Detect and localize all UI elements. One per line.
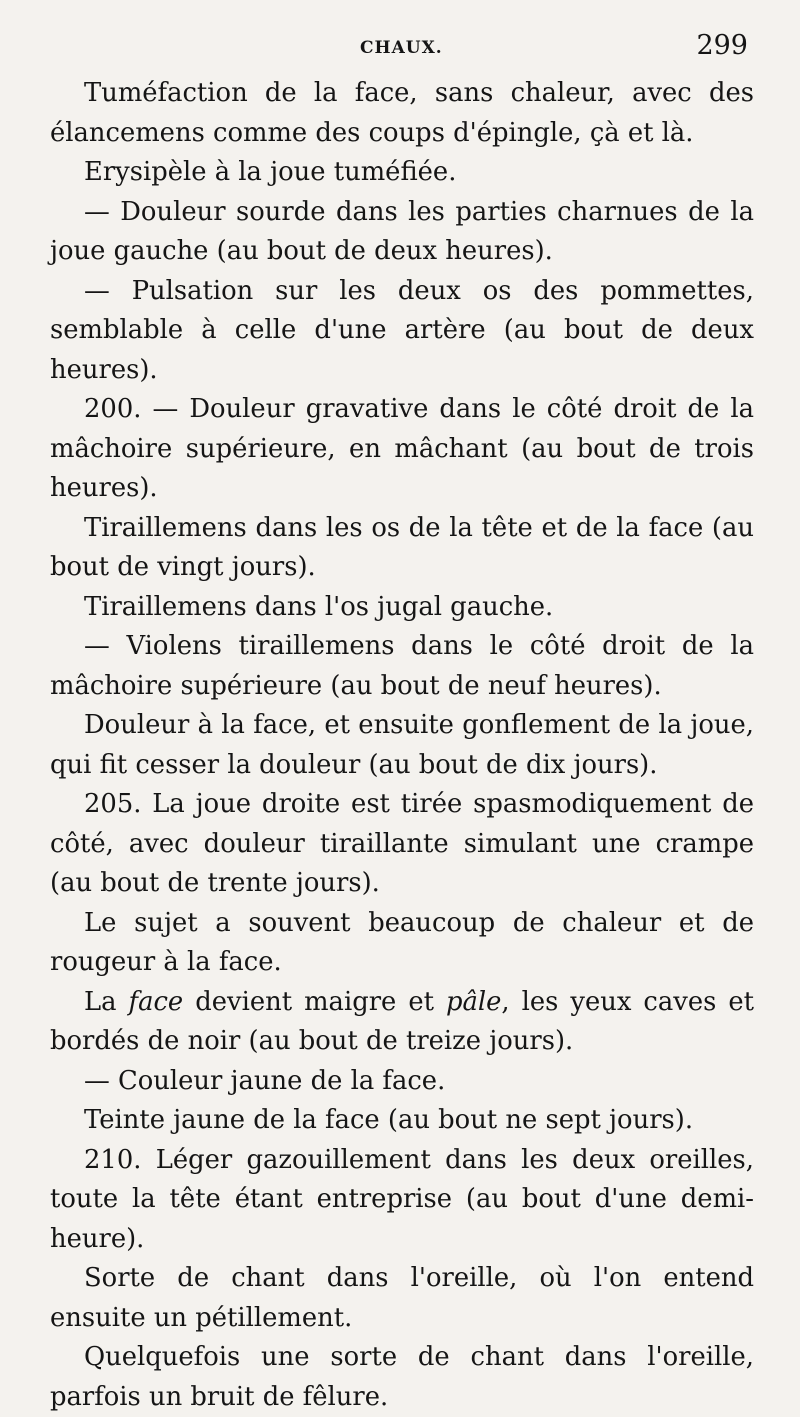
paragraph: Tiraillemens dans l'os jugal gauche. — [84, 591, 554, 622]
paragraph: 210. Léger gazouillement dans les deux oreilles, toute la tête étant entreprise (au bout d'une demi-heure). — [50, 1144, 754, 1254]
paragraph: — Pulsation sur les deux os des pommettes, semblable à celle d'une artère (au bout de deux heures). — [50, 275, 754, 385]
paragraph: Le sujet a souvent beaucoup de chaleur et de rougeur à la face. — [50, 907, 754, 977]
page-header — [0, 32, 800, 72]
emphasis-pale: pâle — [445, 986, 502, 1017]
paragraph: 200. — Douleur gravative dans le côté droit de la mâchoire supérieure, en mâchant (au bout de trois heures). — [50, 394, 754, 503]
page-number: 299 — [696, 30, 748, 61]
paragraph: — Couleur jaune de la face. — [84, 1065, 446, 1096]
paragraph: 205. La joue droite est tirée spasmodiquement de côté, avec douleur tiraillante simulant une crampe (au bout de trente jours). — [50, 789, 754, 898]
running-head: CHAUX. — [360, 38, 443, 58]
paragraph: — Douleur sourde dans les parties charnues de la joue gauche (au bout de deux heures). — [50, 196, 754, 266]
paragraph-text: La — [84, 986, 129, 1017]
paragraph: Tiraillemens dans les os de la tête et de la face (au bout de vingt jours). — [50, 512, 754, 582]
paragraph-with-emphasis — [50, 983, 754, 1062]
paragraph: Tuméfaction de la face, sans chaleur, avec des élancemens comme des coups d'épingle, çà et là. — [50, 78, 754, 148]
page-body — [50, 74, 754, 1417]
paragraph: Quelquefois une sorte de chant dans l'oreille, parfois un bruit de fêlure. — [50, 1342, 754, 1412]
emphasis-face: face — [128, 986, 184, 1017]
paragraph-text: devient maigre et — [183, 986, 446, 1017]
paragraph: Douleur à la face, et ensuite gonflement de la joue, qui fit cesser la douleur (au bout de dix jours). — [50, 710, 754, 780]
paragraph: Sorte de chant dans l'oreille, où l'on entend ensuite un pétillement. — [50, 1263, 754, 1333]
paragraph: Erysipèle à la joue tuméfiée. — [84, 157, 457, 187]
paragraph-text: , les yeux caves et bordés de noir (au bout de treize jours). — [50, 986, 754, 1056]
paragraph: — Violens tiraillemens dans le côté droit de la mâchoire supérieure (au bout de neuf heures). — [50, 631, 754, 701]
paragraph: Teinte jaune de la face (au bout ne sept jours). — [84, 1105, 694, 1135]
